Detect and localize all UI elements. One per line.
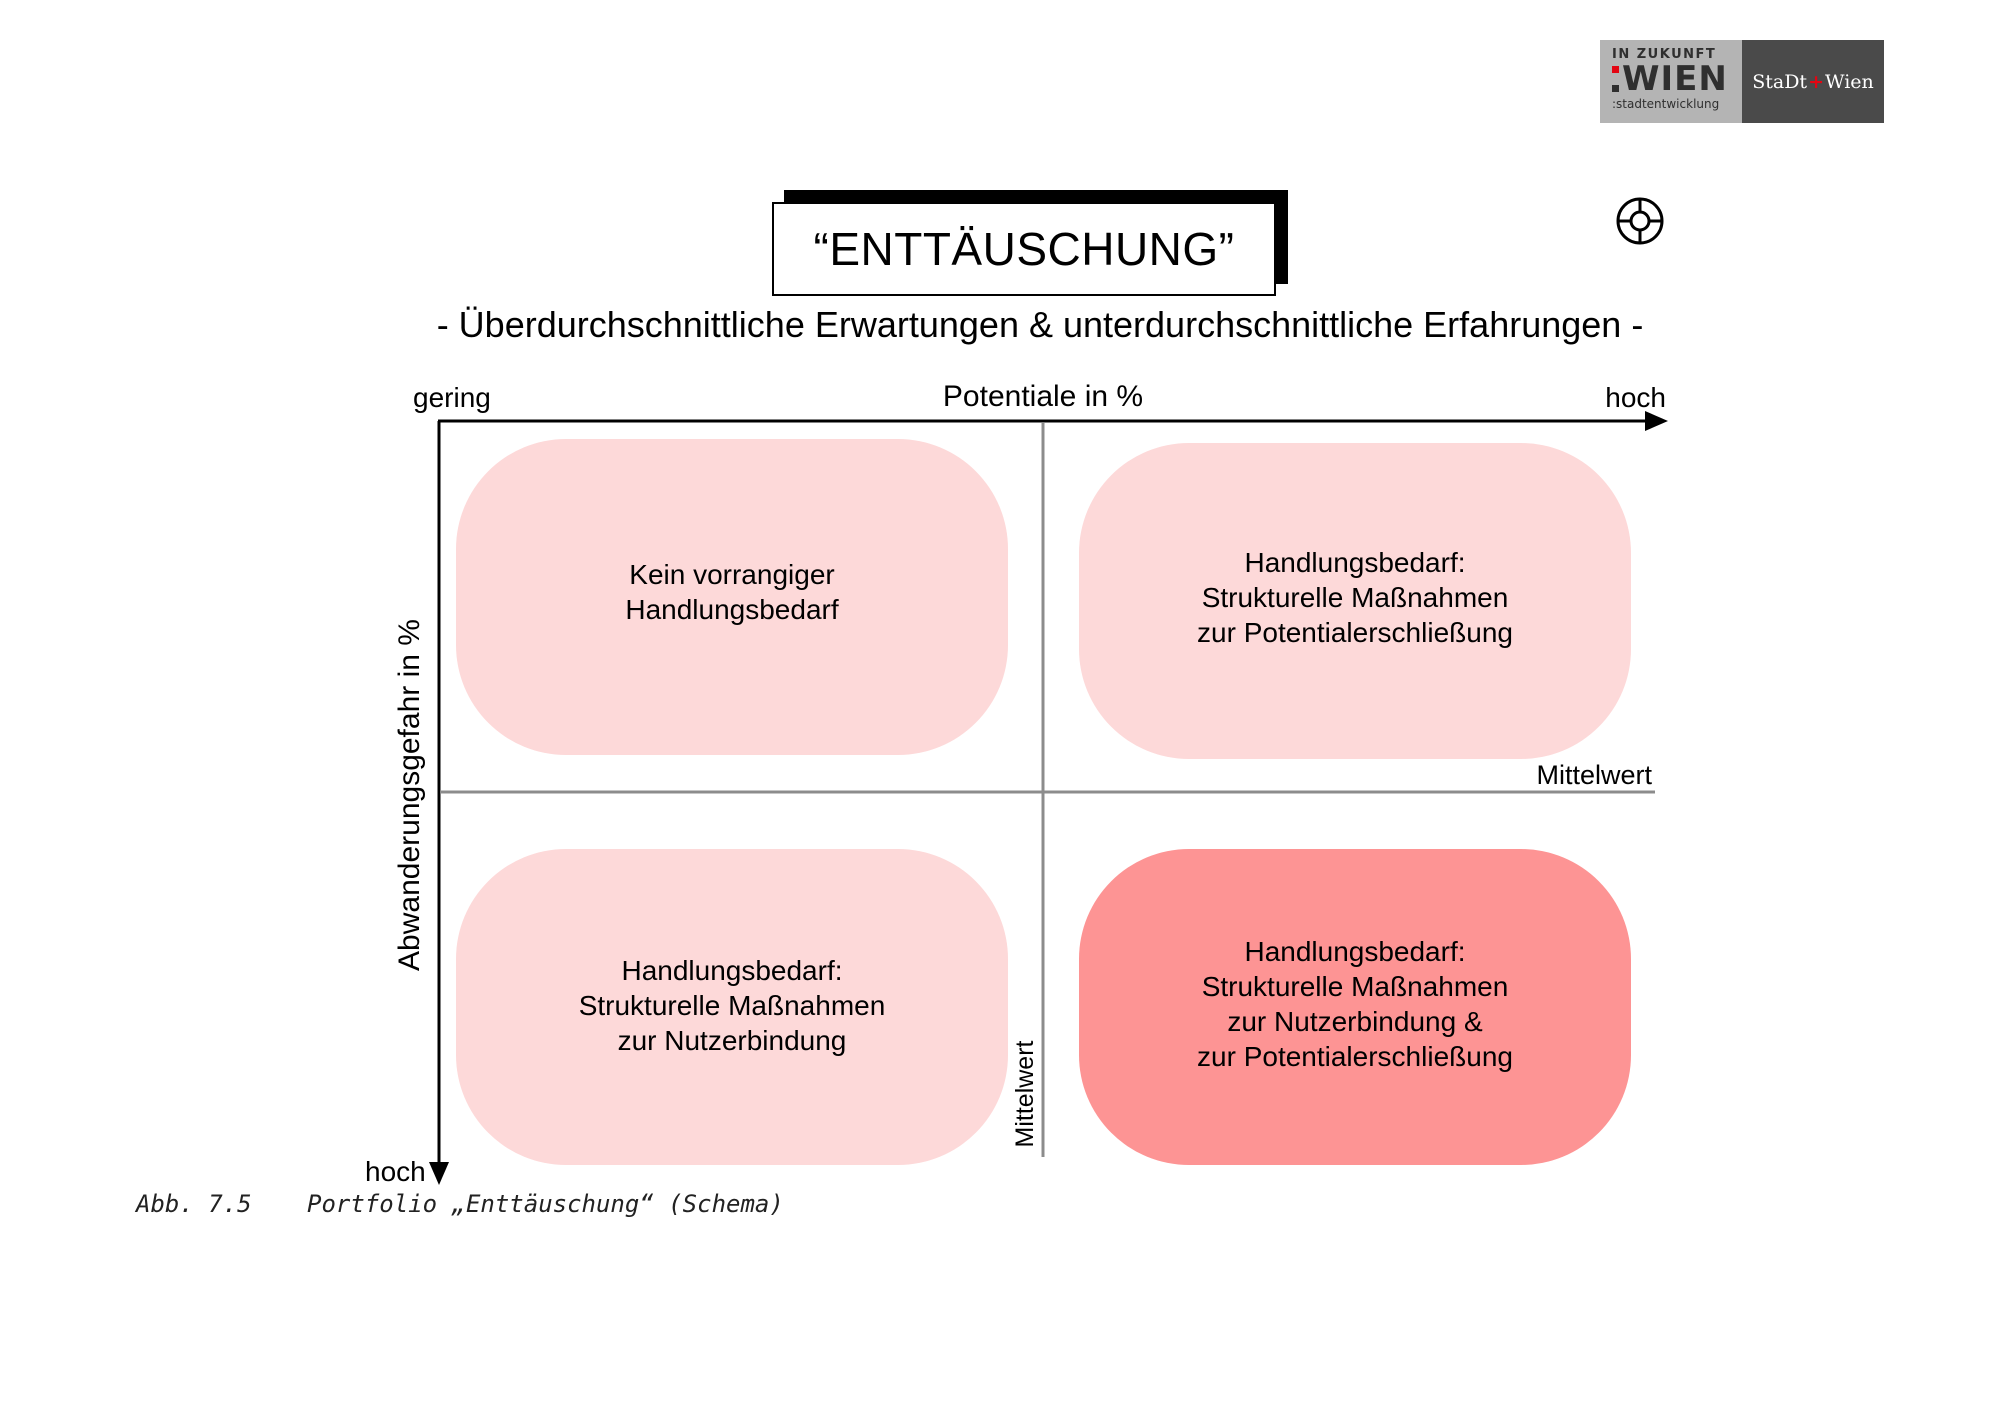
quadrant-top-right xyxy=(1079,443,1631,759)
x-axis-arrow-icon xyxy=(1645,411,1668,431)
quadrant-line: zur Potentialerschließung xyxy=(1197,616,1513,648)
logo-wien-word: Wien xyxy=(1825,70,1874,93)
quadrant-line: Strukturelle Maßnahmen xyxy=(1201,581,1509,613)
logo-main-word: WIEN xyxy=(1622,59,1728,99)
logo-top-line: IN ZUKUNFT xyxy=(1612,47,1717,62)
figure-number: Abb. 7.5 xyxy=(136,1190,252,1218)
y-axis-high-label: hoch xyxy=(365,1156,426,1187)
quadrant-line: Strukturelle Maßnahmen xyxy=(578,989,886,1021)
x-axis-low-label: gering xyxy=(413,382,491,413)
quadrant-top-left-text xyxy=(625,557,838,627)
quadrant-bottom-left-text xyxy=(579,953,886,1058)
quadrant-line: Handlungsbedarf: xyxy=(1244,936,1466,967)
logo-cross-icon: + xyxy=(1808,70,1824,93)
quadrant-line: Strukturelle Maßnahmen xyxy=(1201,971,1509,1002)
quadrant-bottom-right-text xyxy=(1197,934,1513,1074)
diagram-title: “ENTTÄUSCHUNG” xyxy=(813,223,1235,275)
figure-caption: Portfolio „Enttäuschung“ (Schema) xyxy=(307,1190,784,1218)
logo-stadt-word: StaDt xyxy=(1752,70,1808,93)
quadrant-line: zur Potentialerschließung xyxy=(1197,1041,1513,1072)
y-axis-title: Abwanderungsgefahr in % xyxy=(393,619,426,971)
logo-sub-line: :stadtentwicklung xyxy=(1612,97,1720,111)
x-axis-high-label: hoch xyxy=(1605,382,1666,413)
quadrant-top-right-text xyxy=(1197,545,1513,650)
x-axis-title: Potentiale in % xyxy=(942,380,1144,413)
quadrant-line: zur Nutzerbindung & xyxy=(1227,1006,1483,1037)
diagram-subtitle: - Überdurchschnittliche Erwartungen & unterdurchschnittliche Erfahrungen - xyxy=(436,304,1644,345)
quadrant-top-left xyxy=(456,439,1008,755)
quadrant-line: Kein vorrangiger xyxy=(629,559,835,590)
quadrant-line: Handlungsbedarf xyxy=(625,594,839,625)
y-axis-arrow-icon xyxy=(429,1162,449,1185)
quadrant-bottom-left xyxy=(456,849,1008,1165)
quadrant-line: zur Nutzerbindung xyxy=(617,1024,847,1056)
quadrant-line: Handlungsbedarf: xyxy=(621,954,843,986)
quadrant-line: Handlungsbedarf: xyxy=(1244,546,1466,578)
mean-label-horizontal: Mittelwert xyxy=(1536,760,1652,790)
quadrant-bottom-right xyxy=(1079,849,1631,1165)
mean-label-vertical: Mittelwert xyxy=(1011,1040,1039,1148)
